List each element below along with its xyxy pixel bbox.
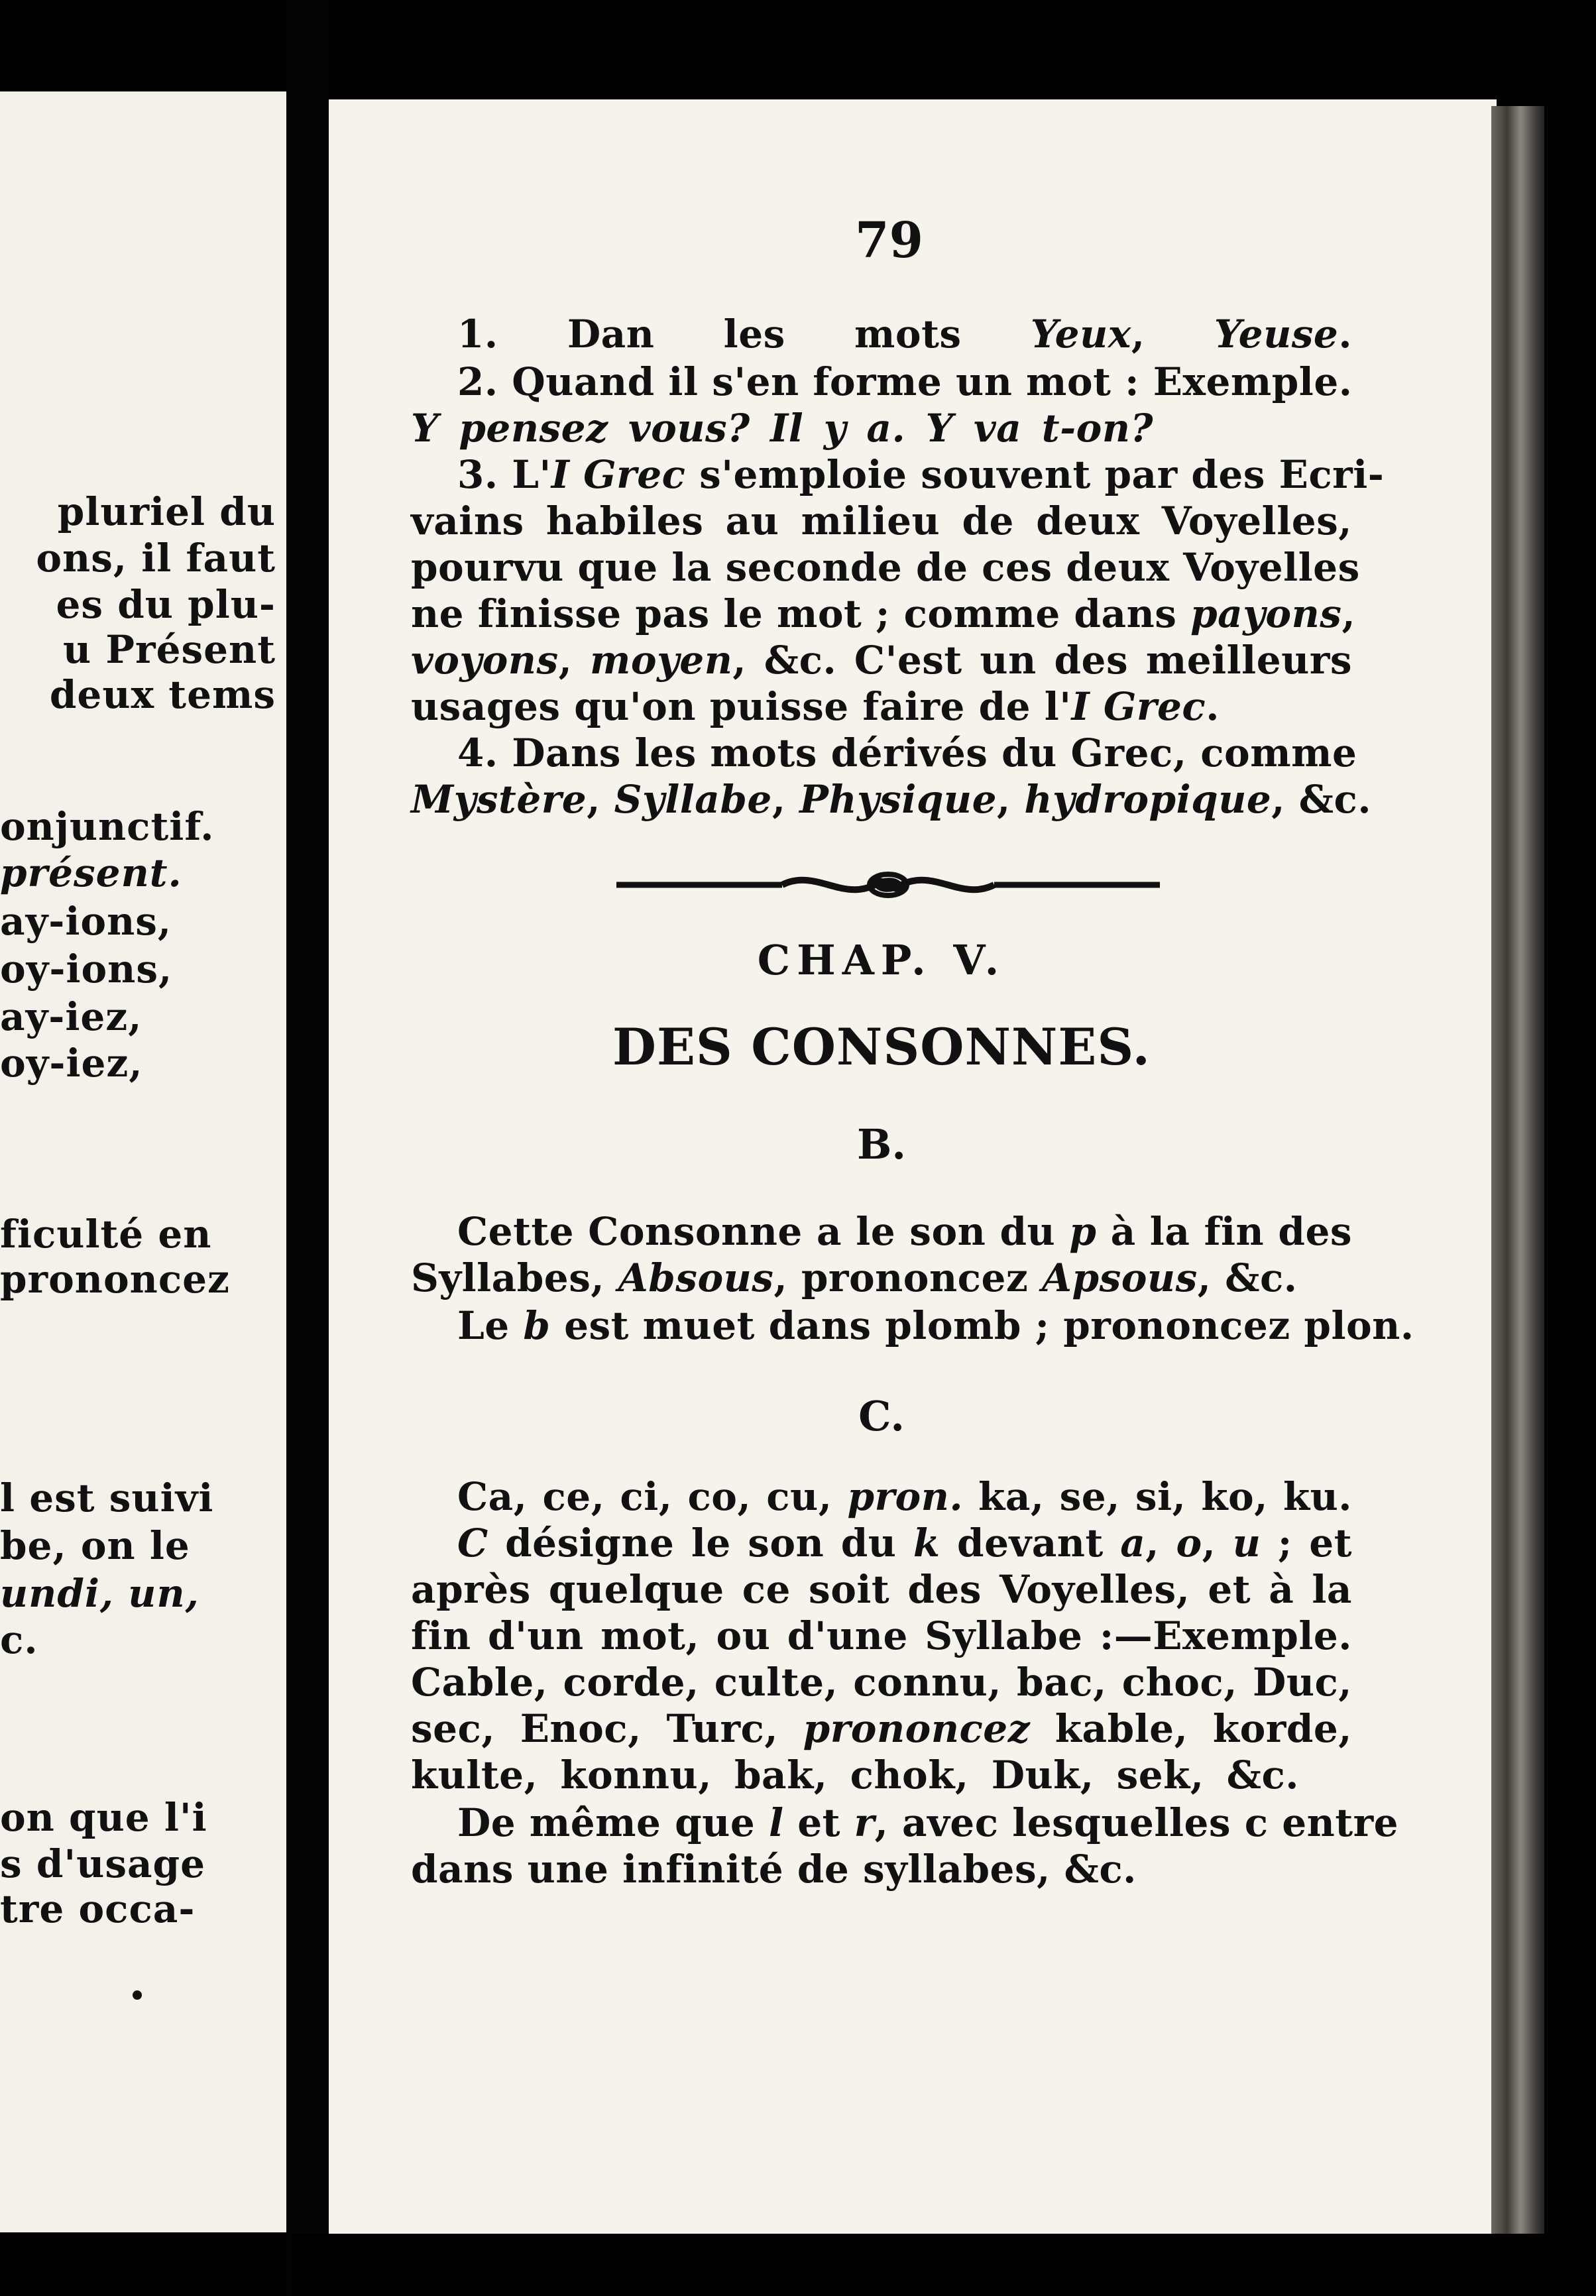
ornamental-rule — [616, 865, 1160, 905]
left-line: u Présent — [63, 627, 276, 672]
page-edge-shadow — [1491, 106, 1544, 2234]
text-line: pourvu que la seconde de ces deux Voyelles — [411, 545, 1360, 590]
left-line: be, on le — [0, 1523, 190, 1568]
text-line: De même que l et r, avec lesquelles c entre — [457, 1800, 1399, 1845]
text-line: usages qu'on puisse faire de l'I Grec. — [411, 684, 1220, 729]
chapter-title: DES CONSONNES. — [612, 1017, 1151, 1076]
text-line: fin d'un mot, ou d'une Syllabe :—Exemple. — [411, 1613, 1352, 1658]
section-letter-c: C. — [858, 1392, 905, 1440]
left-line: ons, il faut — [36, 536, 276, 581]
text-line: C désigne le son du k devant a, o, u ; et — [457, 1521, 1352, 1566]
left-line: ay-iez, — [0, 994, 142, 1039]
text-line: 2. Quand il s'en forme un mot : Exemple. — [457, 359, 1353, 404]
left-line: oy-ions, — [0, 947, 173, 992]
text-line: voyons, moyen, &c. C'est un des meilleurs — [411, 638, 1352, 683]
text-line: 3. L'I Grec s'emploie souvent par des Ecri- — [457, 452, 1385, 497]
text-line: Syllabes, Absous, prononcez Apsous, &c. — [411, 1255, 1298, 1300]
left-line: pluriel du — [57, 489, 276, 534]
book-gutter — [286, 0, 329, 2296]
text-line: 4. Dans les mots dérivés du Grec, comme — [457, 730, 1357, 775]
section-letter-b: B. — [857, 1120, 906, 1169]
left-line: s d'usage — [0, 1841, 206, 1886]
text-line: vains habiles au milieu de deux Voyelles, — [411, 498, 1352, 544]
text-line: Cette Consonne a le son du p à la fin des — [457, 1209, 1352, 1254]
left-line: prononcez — [0, 1257, 230, 1302]
text-line: après quelque ce soit des Voyelles, et à la — [411, 1567, 1352, 1612]
text-line: Cable, corde, culte, connu, bac, choc, Duc, — [411, 1660, 1352, 1705]
left-line: es du plu- — [56, 582, 276, 627]
left-line: deux tems — [49, 672, 276, 717]
left-line: ay-ions, — [0, 899, 172, 944]
ink-dot — [133, 1990, 142, 2000]
left-line: undi, un, — [0, 1571, 200, 1616]
text-line: dans une infinité de syllabes, &c. — [411, 1847, 1137, 1892]
text-line: ne finisse pas le mot ; comme dans payons, — [411, 591, 1356, 636]
text-line: Ca, ce, ci, co, cu, pron. ka, se, si, ko, ku. — [457, 1474, 1352, 1519]
page-number: 79 — [855, 212, 923, 269]
left-line: ficulté en — [0, 1212, 212, 1257]
left-line: oy-iez, — [0, 1041, 143, 1086]
left-line: c. — [0, 1617, 38, 1662]
text-line: kulte, konnu, bak, chok, Duk, sek, &c. — [411, 1752, 1299, 1798]
previous-page-fragment — [0, 91, 286, 2232]
text-line: Y pensez vous? Il y a. Y va t-on? — [411, 406, 1153, 451]
left-line: l est suivi — [0, 1475, 214, 1521]
left-line: onjunctif. — [0, 804, 215, 849]
text-line: Le b est muet dans plomb ; prononcez plon. — [457, 1303, 1414, 1348]
text-line: Mystère, Syllabe, Physique, hydropique, &c. — [411, 777, 1372, 822]
text-line: sec, Enoc, Turc, prononcez kable, korde, — [411, 1706, 1352, 1751]
left-line: on que l'i — [0, 1795, 207, 1840]
text-line: 1. Dan les mots Yeux, Yeuse. — [457, 312, 1353, 357]
left-line: présent. — [0, 850, 182, 895]
chapter-heading: CHAP. V. — [757, 936, 1006, 984]
scan-border — [292, 2234, 1551, 2296]
left-line: tre occa- — [0, 1886, 196, 1931]
